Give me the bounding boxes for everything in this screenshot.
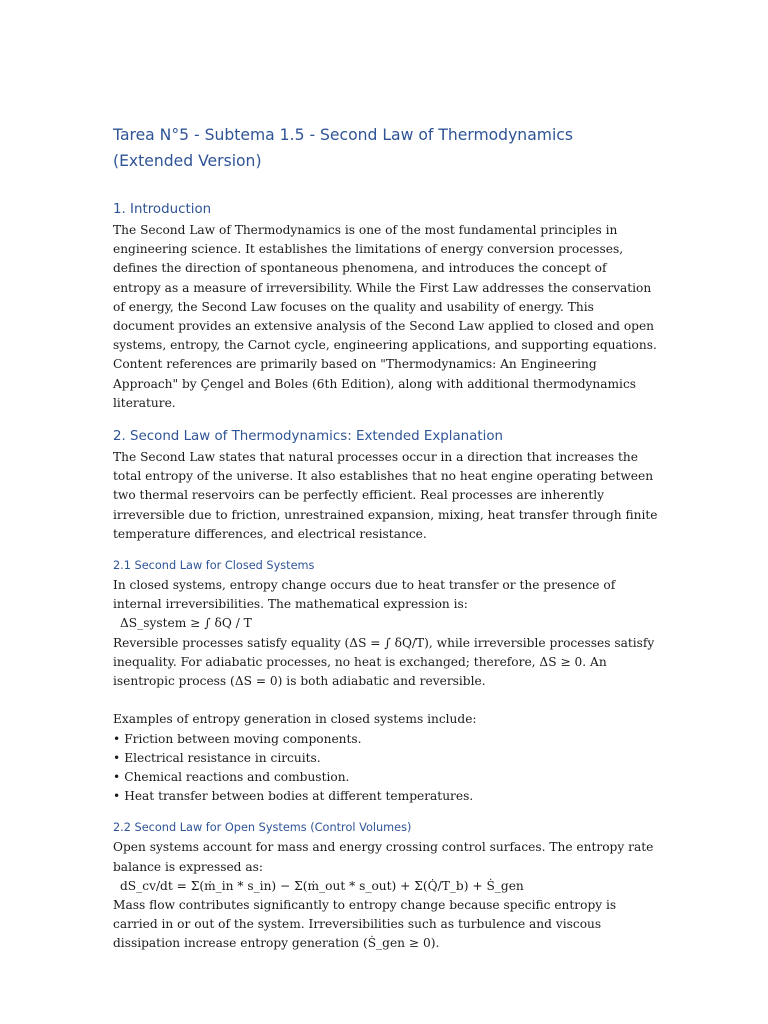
bullet-icon: • (113, 770, 121, 785)
second-law-heading: 2. Second Law of Thermodynamics: Extended Explanation (113, 429, 504, 445)
bullet-icon: • (113, 789, 121, 804)
closed-systems-heading: 2.1 Second Law for Closed Systems (113, 559, 315, 573)
document-title: Tarea N°5 - Subtema 1.5 - Second Law of Thermodynamics (Extended Version) (113, 126, 573, 170)
document-content (113, 122, 658, 954)
open-systems-intro: Open systems account for mass and energy crossing control surfaces. The entropy rate balance is expressed as: (113, 840, 654, 874)
open-systems-equation: dS_cv/dt = Σ(ṁ_in * s_in) − Σ(ṁ_out * s_out) + Σ(Q̇/T_b) + Ṡ_gen (120, 878, 524, 893)
list-item: • Chemical reactions and combustion. (113, 770, 350, 785)
open-systems-after: Mass flow contributes significantly to entropy change because specific entropy is carried in or out of the system. Irreversibilities such as turbulence and viscous dissipation increase entropy generation (Ṡ_gen ≥ 0). (113, 898, 617, 951)
second-law-paragraph: The Second Law states that natural processes occur in a direction that increases the total entropy of the universe. It also establishes that no heat engine operating between two thermal reservoirs can be perfectly efficient. Real processes are inherently irreversible due to friction, unrestrained expansion, mixing, heat transfer through finite temperature differences, and electrical resistance. (113, 450, 658, 541)
closed-systems-equation: ΔS_system ≥ ∫ δQ / T (120, 616, 252, 631)
list-item: • Heat transfer between bodies at different temperatures. (113, 789, 474, 804)
bullet-icon: • (113, 731, 121, 746)
examples-list (113, 730, 658, 807)
list-item: • Electrical resistance in circuits. (113, 750, 321, 765)
closed-systems-after: Reversible processes satisfy equality (ΔS = ∫ δQ/T), while irreversible processes satisfy inequality. For adiabatic processes, no heat is exchanged; therefore, ΔS ≥ 0. An isentropic process (ΔS = 0) is both adiabatic and reversible. (113, 635, 655, 689)
open-systems-heading: 2.2 Second Law for Open Systems (Control Volumes) (113, 821, 412, 835)
bullet-icon: • (113, 750, 121, 765)
closed-systems-intro: In closed systems, entropy change occurs due to heat transfer or the presence of internal irreversibilities. The mathematical expression is: (113, 578, 616, 612)
list-item: • Friction between moving components. (113, 731, 362, 746)
intro-heading: 1. Introduction (113, 202, 212, 217)
examples-intro: Examples of entropy generation in closed systems include: (113, 712, 477, 727)
intro-paragraph: The Second Law of Thermodynamics is one of the most fundamental principles in engineering science. It establishes the limitations of energy conversion processes, defines the direction of spontaneous phenomena, and introduces the concept of entropy as a measure of irreversibility. While the First Law addresses the conservation of energy, the Second Law focuses on the quality and usability of energy. This document provides an extensive analysis of the Second Law applied to closed and open systems, entropy, the Carnot cycle, engineering applications, and supporting equations. Content references are primarily based on "Thermodynamics: An Engineering Approach" by Çengel and Boles (6th Edition), along with additional thermodynamics literature. (113, 223, 657, 410)
